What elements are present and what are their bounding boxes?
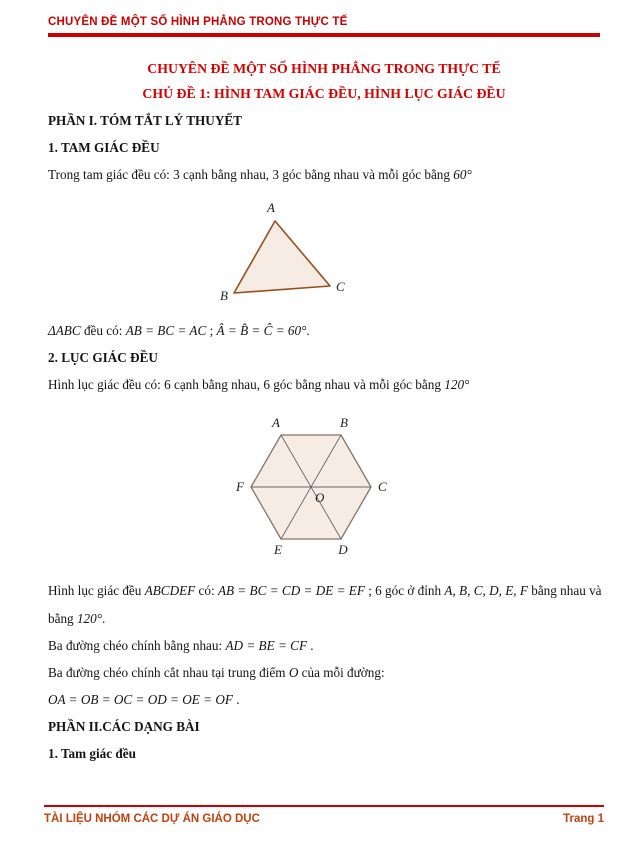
hexagon-line1-text-4: bằng nhau và bbox=[527, 583, 602, 599]
hexagon-line1-text-3: ; 6 góc ở đỉnh bbox=[364, 583, 445, 599]
triangle-caption-math-2: AB = BC = AC bbox=[125, 322, 207, 338]
page-footer bbox=[44, 805, 604, 826]
hexagon-intro bbox=[48, 376, 600, 393]
triangle-intro bbox=[48, 166, 600, 183]
hexagon-heading: 2. LỤC GIÁC ĐỀU bbox=[48, 350, 158, 366]
hexagon-line2-text-2: . bbox=[102, 610, 106, 626]
hexagon-line1-math-1: ABCDEF bbox=[144, 583, 196, 599]
hexagon-label-c: C bbox=[378, 479, 387, 495]
hexagon-label-d: D bbox=[338, 542, 348, 558]
triangle-intro-math: 60° bbox=[453, 166, 472, 182]
triangle-svg bbox=[218, 199, 368, 307]
hexagon-line4-text-1: Ba đường chéo chính cắt nhau tại trung điểm bbox=[48, 664, 289, 680]
doc-subtitle: CHỦ ĐỀ 1: HÌNH TAM GIÁC ĐỀU, HÌNH LỤC GIÁC ĐỀU bbox=[142, 85, 506, 101]
part2-sub-heading: 1. Tam giác đều bbox=[48, 746, 136, 762]
hexagon-line1-text-1: Hình lục giác đều bbox=[48, 583, 145, 599]
footer-row bbox=[44, 813, 604, 825]
hexagon-intro-math: 120° bbox=[444, 377, 470, 393]
hexagon-line1-math-2: AB = BC = CD = DE = EF bbox=[217, 583, 365, 599]
triangle-heading: 1. TAM GIÁC ĐỀU bbox=[48, 139, 160, 155]
triangle-caption bbox=[48, 322, 600, 339]
hexagon-line4-text-2: của mỗi đường: bbox=[298, 664, 385, 680]
hexagon-para-line3 bbox=[48, 637, 600, 654]
triangle-label-a: A bbox=[267, 199, 275, 215]
hexagon-line1-math-3: A, B, C, D, E, F bbox=[444, 583, 528, 599]
triangle-caption-text-3: . bbox=[306, 322, 310, 338]
part1-heading: PHẦN I. TÓM TẮT LÝ THUYẾT bbox=[48, 112, 242, 128]
triangle-caption-text-1: đều có: bbox=[80, 322, 126, 338]
hexagon-intro-text: Hình lục giác đều có: 6 cạnh bằng nhau, 6 góc bằng nhau và mỗi góc bằng bbox=[48, 377, 445, 393]
hexagon-line2-text-1: bằng bbox=[48, 610, 77, 626]
hexagon-label-f: F bbox=[236, 479, 244, 495]
footer-rule bbox=[44, 805, 604, 808]
hexagon-line5-text-1: . bbox=[232, 692, 240, 708]
hexagon-label-b: B bbox=[340, 415, 348, 431]
hexagon-line2-math-1: 120° bbox=[76, 610, 102, 626]
hexagon-line3-text-2: . bbox=[307, 637, 314, 653]
header-title: CHUYÊN ĐỀ MỘT SỐ HÌNH PHẲNG TRONG THỰC TẾ bbox=[48, 16, 348, 28]
triangle-figure bbox=[218, 199, 600, 312]
hexagon-line3-text-1: Ba đường chéo chính bằng nhau: bbox=[48, 637, 226, 653]
footer-left: TÀI LIỆU NHÓM CÁC DỰ ÁN GIÁO DỤC bbox=[44, 813, 260, 825]
doc-title: CHUYÊN ĐỀ MỘT SỐ HÌNH PHẲNG TRONG THỰC TẾ bbox=[147, 60, 501, 76]
hexagon-label-a: A bbox=[272, 415, 280, 431]
document-body bbox=[48, 61, 600, 763]
triangle-caption-text-2: ; bbox=[206, 322, 217, 338]
hexagon-para-line1 bbox=[48, 582, 600, 599]
triangle-label-c: C bbox=[336, 278, 345, 294]
hexagon-line5-math-1: OA = OB = OC = OD = OE = OF bbox=[48, 692, 233, 708]
hexagon-label-o: O bbox=[315, 490, 325, 506]
hexagon-para-line2 bbox=[48, 610, 600, 627]
header-rule bbox=[48, 33, 600, 37]
triangle-shape bbox=[234, 221, 330, 293]
hexagon-svg bbox=[215, 407, 411, 567]
triangle-caption-math-1: ΔABC bbox=[48, 322, 81, 338]
hexagon-label-e: E bbox=[274, 542, 282, 558]
page-header bbox=[48, 16, 600, 37]
hexagon-line3-math-1: AD = BE = CF bbox=[225, 637, 307, 653]
hexagon-figure bbox=[215, 407, 600, 572]
triangle-label-b: B bbox=[220, 287, 228, 303]
hexagon-para-line5 bbox=[48, 691, 600, 708]
triangle-intro-text: Trong tam giác đều có: 3 cạnh bằng nhau, 3 góc bằng nhau và mỗi góc bằng bbox=[48, 166, 454, 182]
hexagon-line1-text-2: có: bbox=[195, 583, 218, 599]
hexagon-para-line4 bbox=[48, 664, 600, 681]
part2-heading: PHẦN II.CÁC DẠNG BÀI bbox=[48, 719, 200, 735]
footer-page-number: Trang 1 bbox=[563, 813, 604, 825]
hexagon-line4-math-1: O bbox=[288, 664, 299, 680]
triangle-caption-math-3: Â = B̂ = Ĉ = 60° bbox=[216, 322, 307, 338]
